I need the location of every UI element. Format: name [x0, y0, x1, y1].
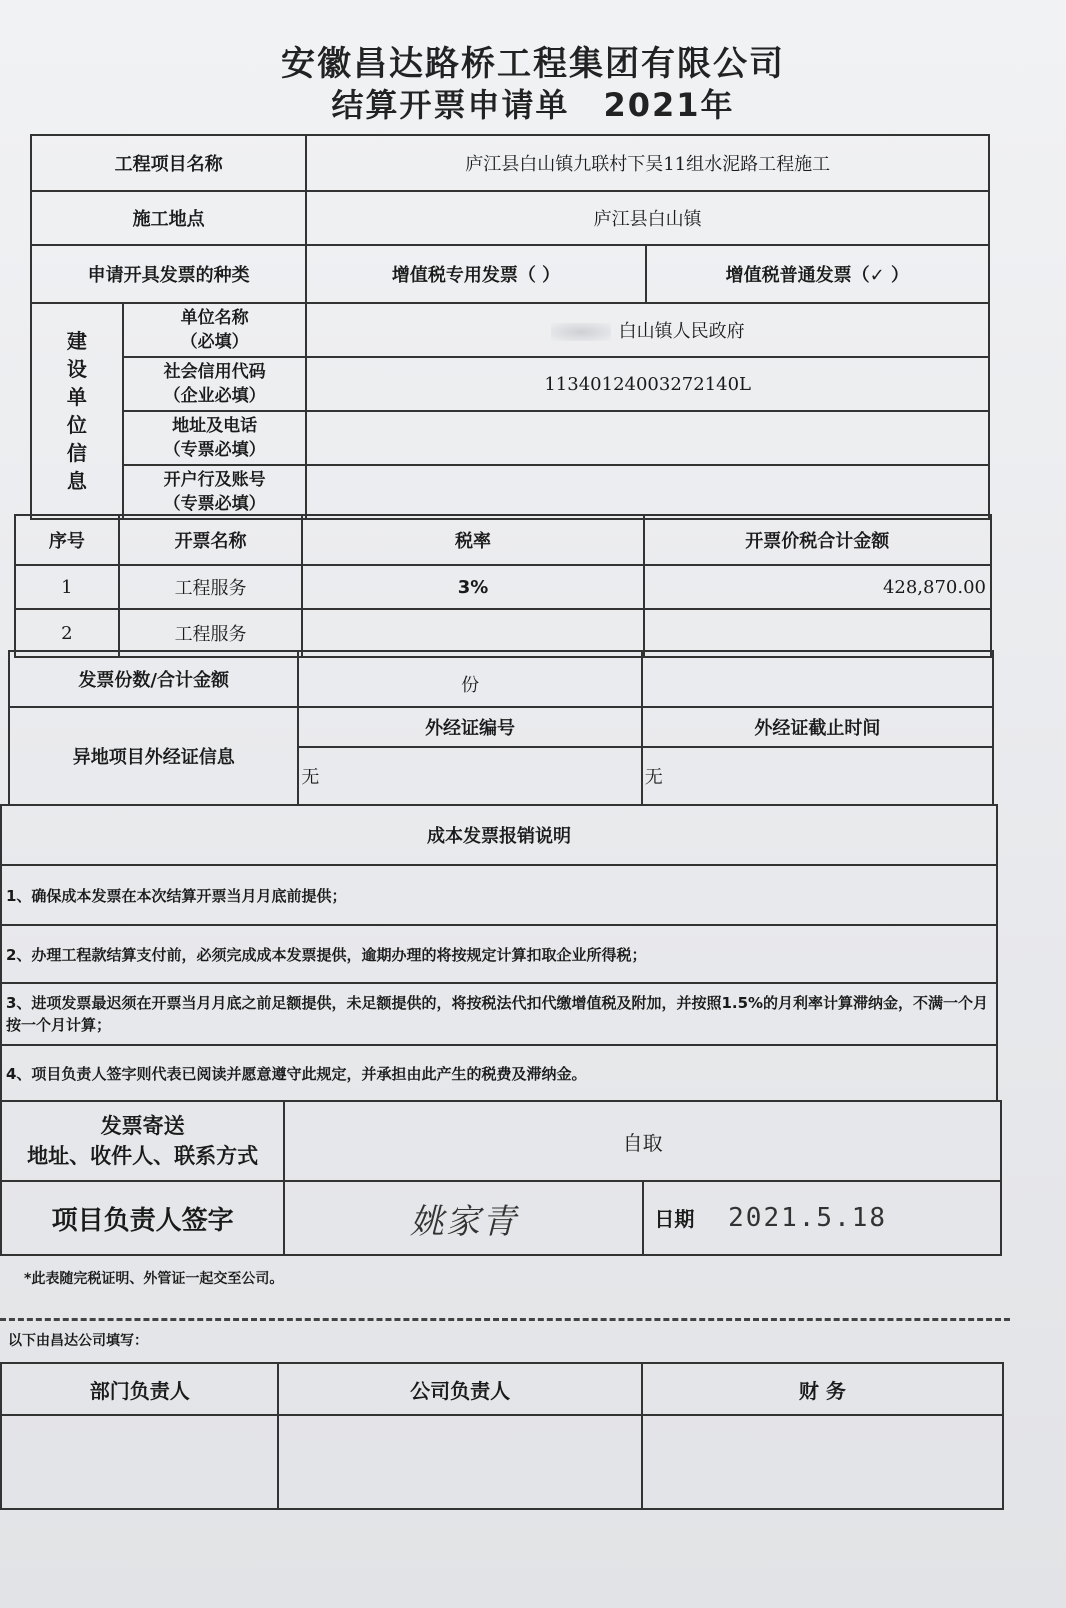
col-header-name: 开票名称 — [119, 515, 303, 565]
bank-label-text: 开户行及账号 — [163, 470, 266, 490]
delivery-label-line2: 地址、收件人、联系方式 — [27, 1144, 259, 1168]
col-header-amount: 开票价税合计金额 — [644, 515, 991, 565]
builder-char: 建 — [66, 329, 87, 353]
external-deadline-value: 无 — [642, 747, 993, 805]
company-fill-note: 以下由昌达公司填写： — [8, 1333, 148, 1349]
invoice-type-label: 申请开具发票的种类 — [31, 245, 306, 303]
unit-name-label-text: 单位名称 — [180, 308, 249, 328]
address-value — [306, 411, 989, 465]
dept-head-label: 部门负责人 — [1, 1363, 278, 1415]
project-info-table — [30, 134, 990, 520]
form-title — [0, 80, 1066, 126]
builder-section-label — [31, 303, 123, 519]
row-name: 工程服务 — [119, 609, 303, 657]
handwritten-signature: 姚家青 — [409, 1201, 518, 1242]
company-title: 安徽昌达路桥工程集团有限公司 — [281, 44, 785, 84]
form-title-text: 结算开票申请单 — [331, 86, 570, 124]
col-header-no: 序号 — [15, 515, 119, 565]
finance-sign-box — [642, 1415, 1003, 1509]
bank-label — [123, 465, 307, 519]
builder-char: 信 — [66, 441, 87, 465]
row-rate: 3% — [302, 565, 643, 609]
project-name-value: 庐江县白山镇九联村下吴11组水泥路工程施工 — [306, 135, 989, 191]
bank-value — [306, 465, 989, 519]
builder-char: 息 — [66, 469, 87, 493]
cost-notes-table — [0, 804, 998, 1102]
unit-name-label — [123, 303, 307, 357]
external-label: 异地项目外经证信息 — [9, 707, 298, 805]
copies-unit: 份 — [298, 651, 641, 707]
footnote: *此表随完税证明、外管证一起交至公司。 — [24, 1271, 284, 1287]
builder-char: 设 — [66, 357, 87, 381]
credit-code-value: 11340124003272140L — [306, 357, 989, 411]
unit-name-text: 白山镇人民政府 — [618, 321, 745, 342]
cost-note-item: 3、进项发票最迟须在开票当月月底之前足额提供，未足额提供的，将按税法代扣代缴增值税及附加，并按照1.5%的月利率计算滞纳金，不满一个月按一个月计算； — [1, 983, 997, 1045]
totals-label: 发票份数/合计金额 — [9, 651, 298, 707]
delivery-label — [1, 1101, 284, 1181]
row-amount: 428,870.00 — [644, 565, 991, 609]
builder-char: 位 — [66, 413, 87, 437]
date-cell — [643, 1181, 1001, 1255]
cut-line-divider — [0, 1318, 1010, 1321]
row-no: 2 — [15, 609, 119, 657]
cost-note-item: 2、办理工程款结算支付前，必须完成成本发票提供，逾期办理的将按规定计算扣取企业所得税； — [1, 925, 997, 983]
signature-value — [284, 1181, 643, 1255]
builder-char: 单 — [66, 385, 87, 409]
cost-note-item: 4、项目负责人签字则代表已阅读并愿意遵守此规定，并承担由此产生的税费及滞纳金。 — [1, 1045, 997, 1101]
company-head-label: 公司负责人 — [278, 1363, 641, 1415]
project-name-label: 工程项目名称 — [31, 135, 306, 191]
address-label — [123, 411, 307, 465]
site-value: 庐江县白山镇 — [306, 191, 989, 245]
external-number-label: 外经证编号 — [298, 707, 641, 747]
cost-note-item: 1、确保成本发票在本次结算开票当月月底前提供； — [1, 865, 997, 925]
external-deadline-label: 外经证截止时间 — [642, 707, 993, 747]
normal-invoice-option: 增值税普通发票（✓ ） — [646, 245, 989, 303]
cost-notes-title: 成本发票报销说明 — [1, 805, 997, 865]
special-invoice-option: 增值税专用发票（ ） — [306, 245, 645, 303]
signature-label: 项目负责人签字 — [1, 1181, 284, 1255]
invoice-items-table — [14, 514, 992, 658]
credit-code-required: （企业必填） — [163, 386, 266, 406]
delivery-label-line1: 发票寄送 — [100, 1114, 185, 1138]
date-label: 日期 — [654, 1207, 695, 1231]
address-label-text: 地址及电话 — [172, 416, 258, 436]
row-name: 工程服务 — [119, 565, 303, 609]
company-head-sign-box — [278, 1415, 641, 1509]
table-row — [15, 565, 991, 609]
form-year: 2021年 — [603, 86, 735, 124]
company-approval-table — [0, 1362, 1004, 1510]
col-header-rate: 税率 — [302, 515, 643, 565]
redacted-mark — [551, 323, 611, 341]
totals-amount — [642, 651, 993, 707]
row-no: 1 — [15, 565, 119, 609]
delivery-value: 自取 — [284, 1101, 1001, 1181]
dept-head-sign-box — [1, 1415, 278, 1509]
finance-label: 财 务 — [642, 1363, 1003, 1415]
totals-table — [8, 650, 994, 806]
unit-name-value — [306, 303, 989, 357]
site-label: 施工地点 — [31, 191, 306, 245]
external-number-value: 无 — [298, 747, 641, 805]
credit-code-label — [123, 357, 307, 411]
unit-name-required: （必填） — [180, 332, 249, 352]
address-required: （专票必填） — [163, 440, 266, 460]
credit-code-label-text: 社会信用代码 — [163, 362, 266, 382]
date-value: 2021.5.18 — [728, 1203, 888, 1233]
delivery-signature-table — [0, 1100, 1002, 1256]
bank-required: （专票必填） — [163, 494, 266, 514]
